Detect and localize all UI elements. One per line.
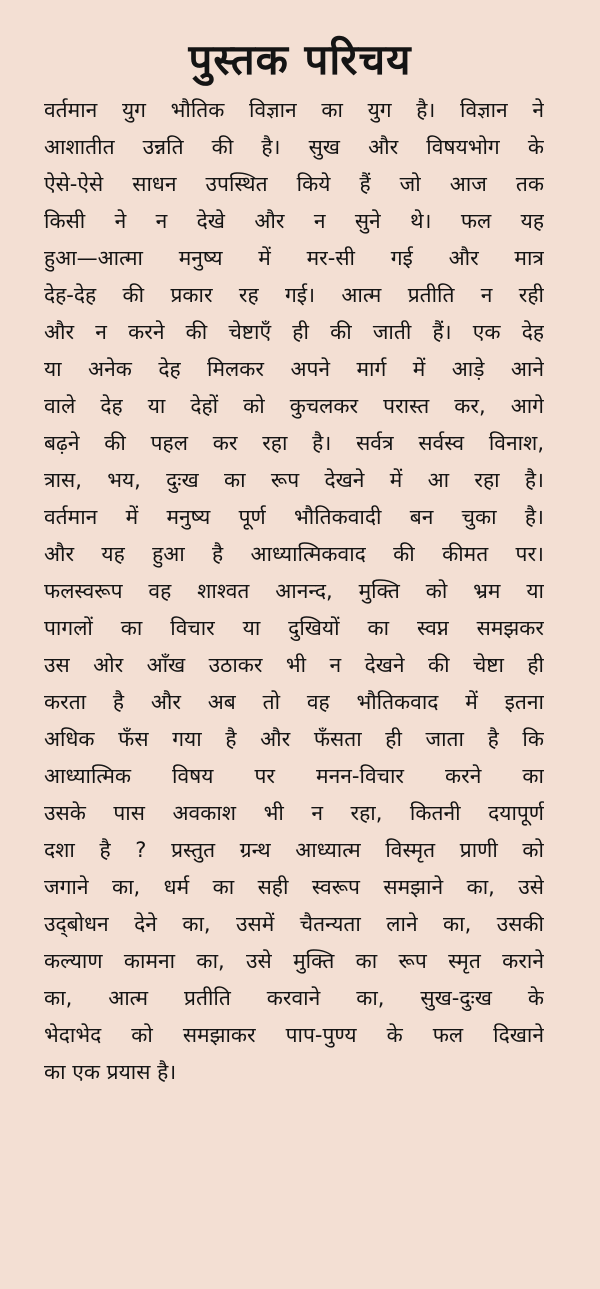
text-line-18: अधिक फँस गया है और फँसता ही जाता है कि (44, 727, 544, 751)
text-line-13: और यह हुआ है आध्यात्मिकवाद की कीमत पर। (44, 542, 544, 566)
text-line-5: हुआ—आत्मा मनुष्य में मर-सी गई और मात्र (44, 246, 544, 270)
text-line-19: आध्यात्मिक विषय पर मनन-विचार करने का (44, 764, 544, 788)
text-line-6: देह-देह की प्रकार रह गई। आत्म प्रतीति न रही (44, 283, 544, 307)
text-line-21: दशा है ? प्रस्तुत ग्रन्थ आध्यात्म विस्मृत प्राणी को (44, 838, 544, 862)
text-line-1: वर्तमान युग भौतिक विज्ञान का युग है। विज्ञान ने (44, 98, 544, 122)
text-line-23: उद्‌बोधन देने का, उसमें चैतन्यता लाने का, उसकी (44, 912, 544, 936)
page-title: पुस्तक परिचय (188, 35, 412, 85)
text-line-3: ऐसे-ऐसे साधन उपस्थित किये हैं जो आज तक (44, 172, 544, 196)
text-line-24: कल्याण कामना का, उसे मुक्ति का रूप स्मृत कराने (44, 949, 544, 973)
text-line-22: जगाने का, धर्म का सही स्वरूप समझाने का, उसे (44, 875, 544, 899)
text-line-25: का, आत्म प्रतीति करवाने का, सुख-दुःख के (44, 986, 544, 1010)
text-line-9: वाले देह या देहों को कुचलकर परास्त कर, आगे (44, 394, 544, 418)
text-line-11: त्रास, भय, दुःख का रूप देखने में आ रहा है। (44, 468, 544, 492)
text-line-12: वर्तमान में मनुष्य पूर्ण भौतिकवादी बन चुका है। (44, 505, 544, 529)
text-line-17: करता है और अब तो वह भौतिकवाद में इतना (44, 690, 544, 714)
text-line-8: या अनेक देह मिलकर अपने मार्ग में आड़े आने (44, 357, 544, 381)
text-line-2: आशातीत उन्नति की है। सुख और विषयभोग के (44, 135, 544, 159)
text-line-20: उसके पास अवकाश भी न रहा, कितनी दयापूर्ण (44, 801, 544, 825)
text-line-15: पागलों का विचार या दुखियों का स्वप्न समझकर (44, 616, 544, 640)
text-line-27: का एक प्रयास है। (44, 1060, 177, 1084)
text-line-4: किसी ने न देखे और न सुने थे। फल यह (44, 209, 544, 233)
text-line-7: और न करने की चेष्टाएँ ही की जाती हैं। एक देह (44, 320, 544, 344)
text-line-26: भेदाभेद को समझाकर पाप-पुण्य के फल दिखाने (44, 1023, 544, 1047)
body-text (44, 92, 544, 1091)
text-line-10: बढ़ने की पहल कर रहा है। सर्वत्र सर्वस्व विनाश, (44, 431, 544, 455)
text-line-16: उस ओर आँख उठाकर भी न देखने की चेष्टा ही (44, 653, 544, 677)
text-line-14: फलस्वरूप वह शाश्वत आनन्द, मुक्ति को भ्रम या (44, 579, 544, 603)
